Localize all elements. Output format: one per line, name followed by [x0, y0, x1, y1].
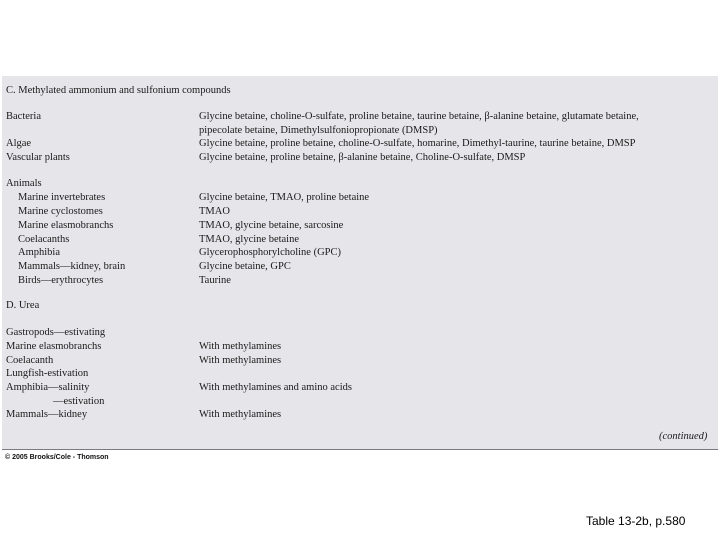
row-value-animal: Glycine betaine, TMAO, proline betaine — [199, 192, 370, 203]
animals-label: Animals — [6, 178, 42, 189]
row-label-urea: —estivation — [53, 396, 105, 407]
row-value-vascular-plants: Glycine betaine, proline betaine, β-alanine betaine, Choline-O-sulfate, DMSP — [199, 152, 526, 163]
section-d-heading: D. Urea — [6, 300, 40, 311]
row-label-urea: Marine elasmobranchs — [6, 341, 102, 352]
row-label-animal: Amphibia — [18, 247, 60, 258]
row-label-urea: Mammals—kidney — [6, 409, 88, 420]
row-label-urea: Lungfish-estivation — [6, 368, 89, 379]
row-label-bacteria: Bacteria — [6, 111, 41, 122]
row-label-animal: Birds—erythrocytes — [18, 275, 104, 286]
row-label-urea: Amphibia—salinity — [6, 382, 90, 393]
row-value-urea: With methylamines — [199, 355, 282, 366]
copyright-line: © 2005 Brooks/Cole - Thomson — [5, 454, 109, 461]
figure-caption: Table 13-2b, p.580 — [586, 514, 686, 528]
row-label-algae: Algae — [6, 138, 32, 149]
table-bottom-rule — [2, 449, 718, 450]
row-value-animal: Taurine — [199, 275, 231, 286]
row-label-animal: Marine cyclostomes — [18, 206, 103, 217]
row-value-animal: TMAO, glycine betaine, sarcosine — [199, 220, 344, 231]
row-label-urea: Coelacanth — [6, 355, 54, 366]
row-label-urea: Gastropods—estivating — [6, 327, 106, 338]
row-label-animal: Marine elasmobranchs — [18, 220, 114, 231]
row-value-urea: With methylamines and amino acids — [199, 382, 352, 393]
row-value-urea: With methylamines — [199, 409, 282, 420]
row-value-animal: TMAO, glycine betaine — [199, 234, 300, 245]
row-value-urea: With methylamines — [199, 341, 282, 352]
row-value-algae: Glycine betaine, proline betaine, choline-O-sulfate, homarine, Dimethyl-taurine, taurine betaine, DMSP — [199, 138, 636, 149]
row-label-animal: Marine invertebrates — [18, 192, 106, 203]
row-label-animal: Mammals—kidney, brain — [18, 261, 126, 272]
row-value-bacteria-line2: pipecolate betaine, Dimethylsulfoniopropionate (DMSP) — [199, 125, 438, 136]
section-c-heading: C. Methylated ammonium and sulfonium compounds — [6, 85, 231, 96]
row-label-vascular-plants: Vascular plants — [6, 152, 70, 163]
row-value-bacteria-line1: Glycine betaine, choline-O-sulfate, proline betaine, taurine betaine, β-alanine betaine, glutamate betaine, — [199, 111, 639, 122]
row-value-animal: TMAO — [199, 206, 230, 217]
row-value-animal: Glycerophosphorylcholine (GPC) — [199, 247, 342, 258]
continued-note: (continued) — [659, 431, 708, 442]
row-value-animal: Glycine betaine, GPC — [199, 261, 291, 272]
row-label-animal: Coelacanths — [18, 234, 70, 245]
